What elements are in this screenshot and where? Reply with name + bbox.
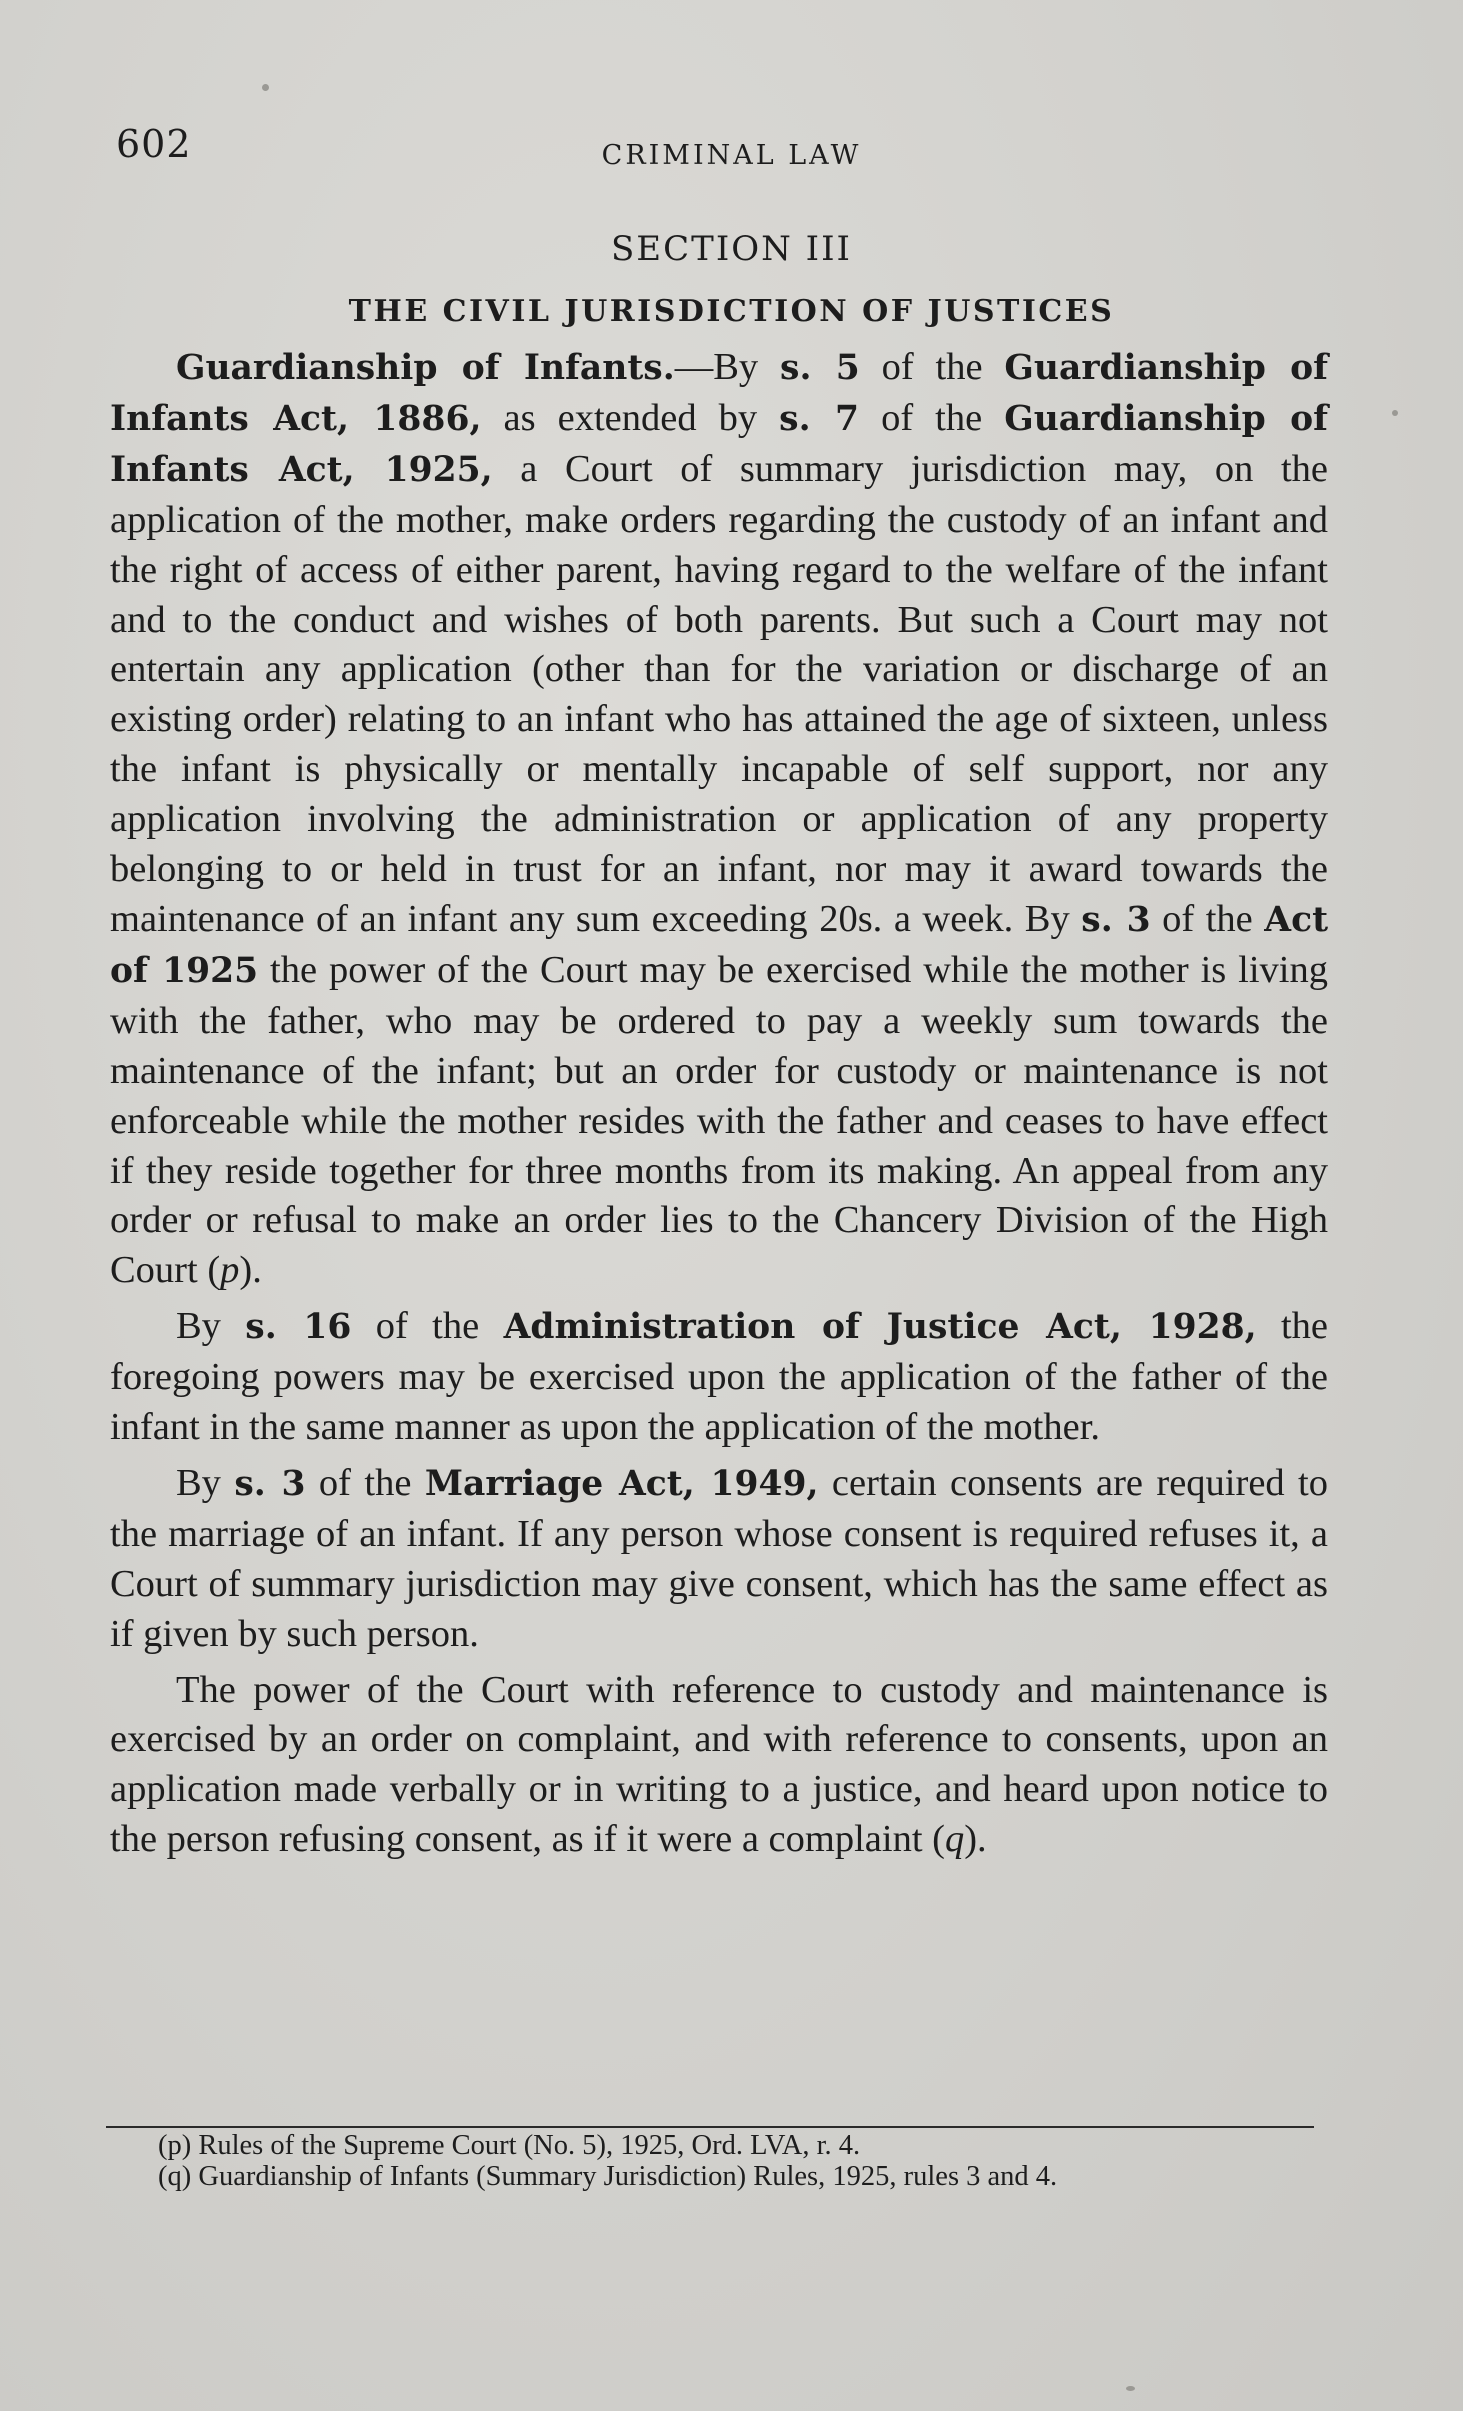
running-head xyxy=(0,140,1463,171)
footnote-q xyxy=(106,2161,1318,2192)
footnote-divider xyxy=(106,2126,1314,2128)
paragraph-guardianship xyxy=(110,343,1328,1296)
text: of the xyxy=(859,346,1005,388)
section-ref: s. 5 xyxy=(780,348,860,388)
body-text xyxy=(110,343,1328,1865)
footnote-mark: (q) xyxy=(158,2161,192,2192)
text: certain consents are required to the marriage of an infant. If any person whose consent is required refuses it, a Court of summary jurisdiction may give consent, which has the same effect as if given by such person. xyxy=(110,1461,1328,1655)
act-name: Guardianship of Infants Act, 1886, xyxy=(110,348,1329,439)
text: The power of the Court with reference to custody and maintenance is exercised by an order on complaint, and with reference to consents, upon an application made verbally or in writing to a justice, and heard upon notice to the person refusing consent, as if it were a complaint ( xyxy=(110,1668,1328,1861)
paper-speck xyxy=(1392,410,1398,416)
text: —By xyxy=(674,346,781,388)
section-ref: s. 16 xyxy=(245,1307,352,1348)
footnote-text: Rules of the Supreme Court (No. 5), 1925, Ord. LVA, r. 4. xyxy=(191,2130,861,2161)
section-ref: s. 3 xyxy=(1081,899,1151,940)
section-ref: s. 3 xyxy=(234,1463,306,1504)
act-name: Act of 1925 xyxy=(110,899,1329,991)
section-ref: s. 7 xyxy=(779,398,860,439)
footnote-ref: p xyxy=(220,1249,240,1292)
footnote-p xyxy=(106,2130,1318,2161)
text: By xyxy=(176,1305,246,1348)
text: ). xyxy=(239,1249,262,1292)
text: of the xyxy=(859,396,1005,439)
running-head-text: CRIMINAL LAW xyxy=(601,140,862,171)
footnotes xyxy=(106,2130,1318,2192)
page-number: 602 xyxy=(116,122,192,166)
section-title: SECTION III xyxy=(611,229,852,269)
paragraph-marriage-act xyxy=(110,1459,1328,1660)
paper-speck xyxy=(262,84,269,91)
text: as extended by xyxy=(481,396,780,439)
paragraph-administration-act xyxy=(110,1302,1328,1453)
footnote-ref: q xyxy=(944,1818,965,1861)
act-name: Administration of Justice Act, 1928, xyxy=(503,1307,1257,1348)
section-subtitle: THE CIVIL JURISDICTION OF JUSTICES xyxy=(348,294,1115,329)
text: the power of the Court may be exercised while the mother is living with the father, who may be ordered to pay a weekly sum towards the maintenance of the infant; but an order for custody or maintenance is not enforceable while the mother resides with the father and ceases to have effect if they reside together for three months from its making. An appeal from any order or refusal to make an order lies to the Chancery Division of the High Court ( xyxy=(110,948,1328,1292)
text: of the xyxy=(1150,897,1265,940)
footnote-mark: (p) xyxy=(158,2130,192,2161)
act-name: Guardianship of Infants Act, 1925, xyxy=(110,398,1329,490)
text: of the xyxy=(351,1305,504,1348)
footnote-text: Guardianship of Infants (Summary Jurisdiction) Rules, 1925, rules 3 and 4. xyxy=(191,2161,1058,2192)
text: the foregoing powers may be exercised upon the application of the father of the infant in the same manner as upon the application of the mother. xyxy=(110,1305,1328,1449)
text: By xyxy=(176,1461,235,1504)
paper-speck xyxy=(1126,2386,1135,2391)
text: of the xyxy=(305,1461,425,1504)
act-name: Marriage Act, 1949, xyxy=(424,1463,819,1504)
paragraph-heading: Guardianship of Infants. xyxy=(176,348,675,388)
text: a Court of summary jurisdiction may, on the application of the mother, make orders regarding the custody of an infant and the right of access of either parent, having regard to the welfare of the infant and to the conduct and wishes of both parents. But such a Court may not entertain any application (other than for the variation or discharge of an existing order) relating to an infant who has attained the age of sixteen, unless the infant is physically or mentally incapable of self support, nor any application involving the administration or application of any property belonging to or held in trust for an infant, nor may it award towards the maintenance of an infant any sum exceeding 20s. a week. By xyxy=(110,447,1328,940)
text: ). xyxy=(964,1818,987,1861)
paragraph-court-power xyxy=(110,1666,1328,1866)
